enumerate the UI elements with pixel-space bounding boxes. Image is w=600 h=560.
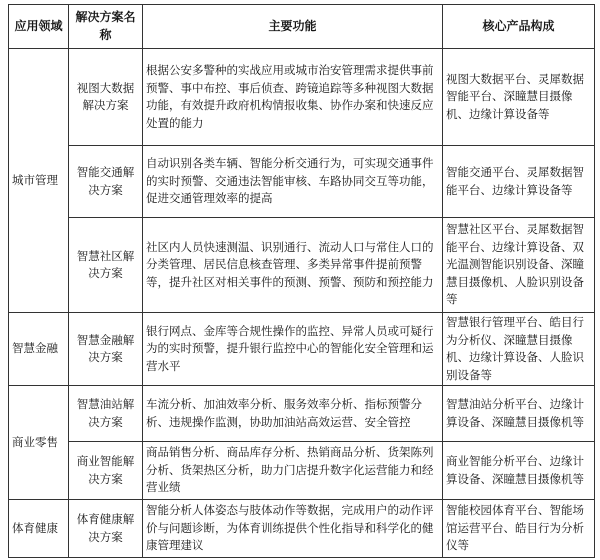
domain-cell: 体育健康 — [9, 500, 69, 558]
products-cell: 智慧社区平台、灵犀数据智能平台、边缘计算设备、双光温测智能识别设备、深瞳慧目摄像机、人脸识别设备等 — [443, 218, 595, 313]
table-row — [9, 218, 595, 313]
header-products: 核心产品构成 — [443, 5, 595, 49]
solutions-table — [8, 4, 595, 558]
header-function: 主要功能 — [143, 5, 443, 49]
products-cell: 智慧油站分析平台、边缘计算设备、深瞳慧目摄像机等 — [443, 386, 595, 442]
domain-cell: 城市管理 — [9, 49, 69, 313]
function-cell: 根据公安多警种的实战应用或城市治安管理需求提供事前预警、事中布控、事后侦查、跨镜追踪等多种视图大数据功能，有效提升政府机构情报收集、协作办案和快速反应处置的能力 — [143, 49, 443, 146]
solution-cell: 智慧金融解决方案 — [69, 313, 143, 386]
solution-cell: 体育健康解决方案 — [69, 500, 143, 558]
products-cell: 智能校园体育平台、智能场馆运营平台、皓目行为分析仪等 — [443, 500, 595, 558]
table-row — [9, 500, 595, 558]
products-cell: 智慧银行管理平台、皓目行为分析仪、深瞳慧目摄像机、边缘计算设备、人脸识别设备等 — [443, 313, 595, 386]
function-cell: 社区内人员快速测温、识别通行、流动人口与常住人口的分类管理、居民信息核查管理、多类异常事件提前预警等，提升社区对相关事件的预测、预警、预防和预控能力 — [143, 218, 443, 313]
function-cell: 自动识别各类车辆、智能分析交通行为，可实现交通事件的实时预警、交通违法智能审核、车路协同交互等功能，促进交通管理效率的提高 — [143, 146, 443, 218]
domain-cell: 智慧金融 — [9, 313, 69, 386]
function-cell: 银行网点、金库等合规性操作的监控、异常人员或可疑行为的实时预警，提升银行监控中心的智能化安全管理和运营水平 — [143, 313, 443, 386]
function-cell: 商品销售分析、商品库存分析、热销商品分析、货架陈列分析、货架热区分析，助力门店提升数字化运营能力和经营业绩 — [143, 442, 443, 500]
products-cell: 视图大数据平台、灵犀数据智能平台、深瞳慧目摄像机、边缘计算设备等 — [443, 49, 595, 146]
solution-cell: 智慧社区解决方案 — [69, 218, 143, 313]
table-row — [9, 386, 595, 442]
table-row — [9, 146, 595, 218]
header-solution: 解决方案名称 — [69, 5, 143, 49]
header-domain: 应用领域 — [9, 5, 69, 49]
function-cell: 车流分析、加油效率分析、服务效率分析、指标预警分析、违规操作监测，协助加油站高效运营、安全管控 — [143, 386, 443, 442]
domain-cell: 商业零售 — [9, 386, 69, 500]
solution-cell: 智慧油站解决方案 — [69, 386, 143, 442]
header-row — [9, 5, 595, 49]
solution-cell: 视图大数据解决方案 — [69, 49, 143, 146]
table-row — [9, 49, 595, 146]
products-cell: 智能交通平台、灵犀数据智能平台、边缘计算设备等 — [443, 146, 595, 218]
solution-cell: 智能交通解决方案 — [69, 146, 143, 218]
products-cell: 商业智能分析平台、边缘计算设备、深瞳慧目摄像机等 — [443, 442, 595, 500]
solution-cell: 商业智能解决方案 — [69, 442, 143, 500]
table-row — [9, 442, 595, 500]
function-cell: 智能分析人体姿态与肢体动作等数据，完成用户的动作评价与问题诊断，为体育训练提供个性化指导和科学化的健康管理建议 — [143, 500, 443, 558]
table-row — [9, 313, 595, 386]
